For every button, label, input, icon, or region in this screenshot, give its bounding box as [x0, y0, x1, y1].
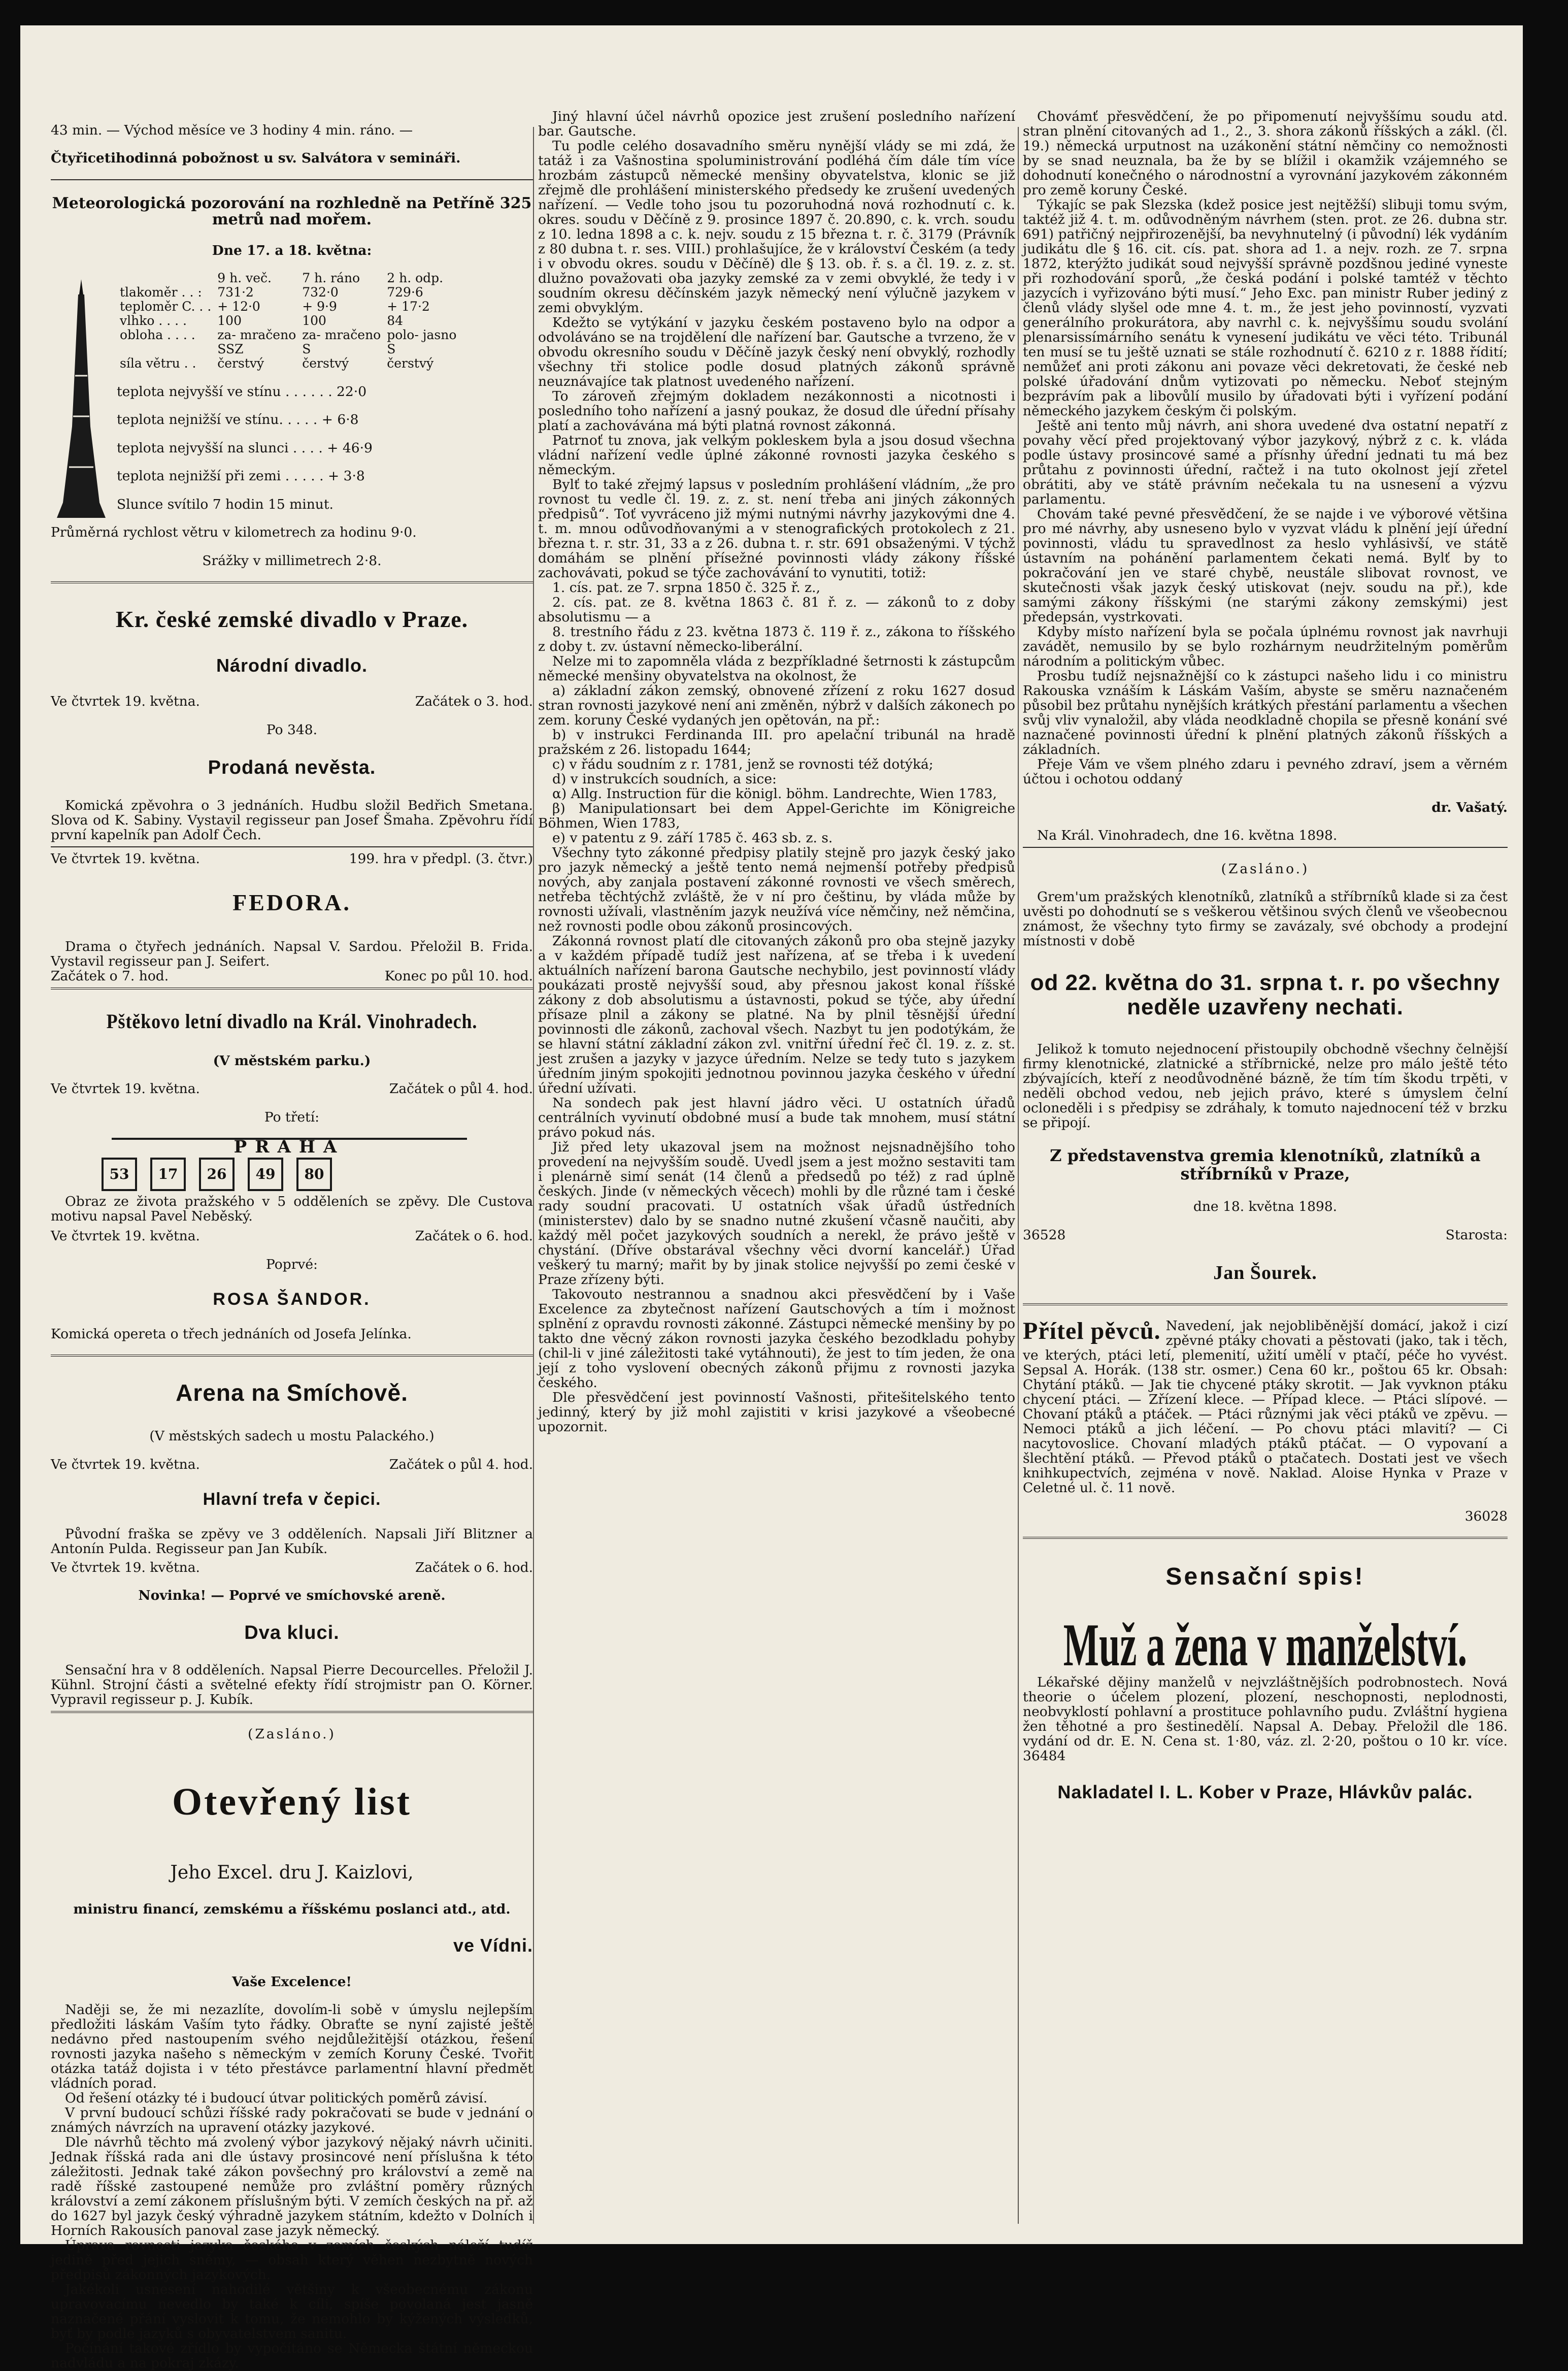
theatre-subtitle: (V městských sadech u mostu Palackého.) — [149, 1428, 435, 1444]
letter-paragraph: Všechny tyto zákonné předpisy platily stejně pro jazyk český jako pro jazyk německý a ještě tento nemá nejmenší potřeby předpisů nových, aby zanjala postavení zákonné rovnosti ve všech směrech, netřeba těchtýchž zvláště, že v ní pro češtinu, by vláda může by rovnosti užívali, vlastněním jazyk neužívá více němčiny, než němčina, než rovnosti podle obou zákonů prosincových. — [538, 845, 1015, 934]
cell: čerstvý — [217, 356, 264, 371]
ad-headline: od 22. května do 31. srpna t. r. po všechny neděle uzavřeny nechati. — [1030, 970, 1500, 1019]
show-start: Začátek o 3. hod. — [415, 694, 533, 709]
divider — [1023, 1537, 1508, 1539]
show-start: Začátek o půl 4. hod. — [389, 1456, 533, 1472]
table-row — [117, 328, 459, 342]
theatre-subtitle: (V městském parku.) — [213, 1052, 371, 1069]
letter-paragraph: Počínání takové zřídlo by vypočítáno se Německa štátní německou nadvládu a na pokraj zkázy. — [51, 2341, 533, 2371]
letter-paragraph: Již před lety ukazoval jsem na možnost nejsnadnějšího toho provedení na nejvyšším soudě. Uvedl jsem a jest možno sestaviti tam i plenárně simí senát (14 členů a předsedů po též) z rad úplně českých. Jinde (v německých věcech) mohli by dle různé tam i české rady soudní pracovati. U ostatních však úřadů ústředních (ministerstev) dalo by se snadno nutné zkušení včasně naučiti, aby každý měl počet jazykových soudních a nerekl, že právo ještě v chystání. (Dříve obstarával všechny věci dvorní kancelář.) Úřad veškerý tu marný; mařit by by jinak stolice nejvyšší po zemi české v Praze zřízeny býti. — [538, 1139, 1015, 1288]
meteo-head: 7 h. ráno — [302, 271, 360, 285]
cell: S — [302, 342, 311, 356]
cell: za- mračeno — [302, 327, 381, 342]
letter-list-item: a) základní zákon zemský, obnovené zřízení z roku 1627 dosud stran rovnosti jazykové není ani změněn, nýbrž v dalších zákonech po zem. koruny České vydaných jen opětován, na př.: — [538, 683, 1015, 728]
letter-list-item: β) Manipulationsart bei dem Appel-Gerichte im Königreiche Böhmen, Wien 1783, — [538, 801, 1015, 831]
play-description: Původní fraška se zpěvy ve 3 odděleních. Napsali Jiří Blitzner a Antonín Pulda. Regisseur pan Jan Kubík. — [51, 1526, 533, 1557]
cell: teploměr C. . . — [120, 299, 212, 314]
show-start: Začátek o 7. hod. — [51, 968, 169, 984]
letter-paragraph: To zároveň zřejmým dokladem nezákonnosti a nicotnosti i posledního toho nařízení a jasný poukaz, že dosud dle úřední přísahy platí a zachovávána má býti platná rovnost zákonná. — [538, 388, 1015, 434]
letter-salute: Vaše Excelence! — [231, 1973, 352, 1990]
ad-number: 36028 — [1464, 1508, 1508, 1524]
table-row — [117, 342, 459, 356]
ad-text: Jelikož k tomuto nejednocení přistoupily obchodně všechny čelnější firmy klenotnické, zlatnické a stříbrnické, nelze pro málo ještě této zbývajících, kteří z neodůvodněné bázně, že tím tím škodu trpěti, v neděli obchod vedou, neb jejich právo, které s úmyslem čelní ocloneděli i s předpisy se zdráhaly, k tomuto najednocení též v brzku se připojí. — [1023, 1041, 1508, 1131]
letter-paragraph: Patrnoť tu znova, jak velkým pokleskem byla a jsou dosud všechna vládní nařízení vedle úplné zákonné rovnosti jazyka českého s německým. — [538, 433, 1015, 478]
letter-paragraph: Přeje Vám ve všem plného zdaru i pevného zdraví, jsem a věrném účtou i ochotou oddaný — [1023, 756, 1508, 787]
cell: + 12·0 — [217, 299, 260, 314]
meteo-head: 9 h. več. — [217, 271, 272, 285]
play-description: Sensační hra v 8 odděleních. Napsal Pierre Decourcelles. Přeložil J. Kühnl. Strojní části a světelné efekty řídí strojmistr pan O. Körner. Vypravil regisseur p. J. Kubík. — [51, 1662, 533, 1707]
show-date: Ve čtvrtek 19. května. — [51, 1456, 200, 1472]
show-number: Po 348. — [266, 721, 318, 738]
tram-number: 80 — [296, 1158, 332, 1191]
letter-paragraph: Úprava rovnosti jazyka českého v zemích českých náleží tudíž jedině před jejich sněmy, — obsah který věhen nezbytně nových předpisů zákonných jazykových. — [51, 2237, 533, 2283]
cell: polo- jasno — [387, 327, 457, 342]
cell: 100 — [217, 313, 242, 328]
letter-place: Na Král. Vinohradech, dne 16. května 1898. — [1037, 828, 1338, 843]
letter-list-item: c) v řádu soudním z r. 1781, jenž se rovnosti též dotýká; — [552, 756, 933, 772]
letter-paragraph: Nelze mi to zapomněla vláda z bezpříkladné šetrnosti k zástupcům německé menšiny obyvatelstva na okolnost, že — [538, 653, 1015, 684]
letter-paragraph: Chovámť přesvědčení, že po připomenutí nejvyššímu soudu atd. stran plnění citovaných ad 1., 2., 3. shora zákonů říšských a zákl. (čl. 19.) německá urputnost na uzákonění státní němčiny co nemožnosti by se snad neuznala, ba že by se blížil i okamžik vzájemného se dohodnutí konečného o národnostní a vyrovnání jazykovém zákonném pro země koruny České. — [1023, 109, 1508, 198]
show-number: Po třetí: — [264, 1109, 320, 1125]
show-date: Ve čtvrtek 19. května. — [51, 694, 200, 709]
newspaper-page — [20, 25, 1523, 2371]
cell: síla větru . . — [120, 356, 196, 371]
theatre-title: Pštěkovo letní divadlo na Král. Vinohradech. — [106, 1009, 478, 1033]
letter-addressee: ve Vídni. — [453, 1934, 533, 1956]
meteo-dates: Dne 17. a 18. května: — [212, 242, 372, 258]
letter-paragraph: V první budoucí schůzi říšské rady pokračovati se bude v jednání o známých návrzích na upravení otázky jazykové. — [51, 2105, 533, 2135]
meteo-line: teplota nejvyšší ve stínu . . . . . . 22·0 — [117, 383, 367, 400]
cell: 731·2 — [217, 285, 254, 300]
praha-banner: PRAHA — [112, 1138, 467, 1155]
publisher-name: Nakladatel I. L. Kober v Praze, Hlávkův palác. — [1057, 1782, 1473, 1802]
play-title: Dva kluci. — [244, 1622, 340, 1643]
letter-paragraph: Od řešení otázky té i budoucí útvar politických poměrů závisí. — [65, 2090, 488, 2106]
cell: SSZ — [217, 342, 244, 356]
cell: + 9·9 — [302, 299, 337, 314]
divider — [1023, 847, 1508, 848]
letter-list-item: α) Allg. Instruction für die königl. böhm. Landrechte, Wien 1783, — [552, 786, 997, 802]
meteo-table — [117, 271, 459, 371]
theatre-subtitle: Národní divadlo. — [216, 655, 368, 676]
letter-paragraph: Jakékoli usnesení nahodilé většiny k všeobecnému zákonu upravovacímu nevedlo by také k cíli, spíše povolaná jest jasně naznačené přání vyslovit k tomu, že nemohlo by kýžených výsledků, byť by podle jazyků s obyvatelstvem sanitu. — [51, 2282, 533, 2342]
cell: čerstvý — [387, 356, 434, 371]
play-description: Komická opereta o třech jednáních od Josefa Jelínka. — [51, 1326, 412, 1342]
cell: vlhko . . . . — [120, 313, 187, 328]
cell: + 17·2 — [387, 299, 430, 314]
play-title: ROSA ŠANDOR. — [213, 1289, 371, 1309]
letter-signature: dr. Vašatý. — [1431, 799, 1508, 815]
divider — [51, 846, 533, 847]
show-perf: 199. hra v předpl. (3. čtvr.) — [349, 850, 533, 867]
tram-number: 26 — [199, 1158, 235, 1191]
letter-paragraph: Týkajíc se pak Slezska (kdež posice jest nejtěžší) slibuji tomu svým, taktéž již 4. t. m. odůvodněným návrhem (sten. prot. ze 26. dubna str. 691) patřičný nejpřirozenější, ba nevyhnutelný (i původní) lék vydáním judikátu dle § 16. cit. cís. pat. shora ad 1. a nejv. rozh. ze 7. srpna 1872, kterýžto judikát soud nejvyšší správně pozdšnou jediné vyneste při rozhodování sporů, „že česká podání i polské tamtéž v těchto jazycích i vyřizováno býti musí.“ Jeho Exc. pan ministr Ruber jediný z členů vlády slyšel ode mne 4. t. m., že jest jeho povinností, vyzvati generálního prokurátora, aby navrhl c. k. nejvyššímu soudu svolání plenarsissímárního senátu k vynesení judikátu ve věci této. Tribunál ten musí se tu ještě uznati se stále rozhodnutí č. 6210 z r. 1888 řídití; nemůžeť ani proti zákonu ani povaze věci dekretovati, že české neb polské úřadování dnům vytizovati po německu. Neboť stejným bezprávím pak a libovůlí musilo by úřadovati býti i vyřízení podání německého jazykem českým či polským. — [1023, 197, 1508, 419]
meteo-line: Slunce svítilo 7 hodin 15 minut. — [117, 496, 333, 512]
letter-list-item: 8. trestního řádu z 23. května 1873 č. 119 ř. z., zákona to říšského z doby t. zv. ústavní německo-liberální. — [538, 624, 1015, 654]
column-rule — [533, 127, 534, 2224]
zaslano-label: (Zasláno.) — [248, 1726, 336, 1742]
table-row — [117, 314, 459, 328]
show-start: Začátek o půl 4. hod. — [389, 1081, 533, 1097]
zaslano-label: (Zasláno.) — [1221, 861, 1310, 877]
novinka-note: Novinka! — Poprvé ve smíchovské areně. — [138, 1588, 446, 1603]
ad-signature: Z představenstva gremia klenotníků, zlatníků a stříbrníků v Praze, — [1050, 1146, 1481, 1183]
ad-label: Starosta: — [1445, 1227, 1508, 1243]
cell: 100 — [302, 313, 326, 328]
text-line: 43 min. — Východ měsíce ve 3 hodiny 4 min. ráno. — — [51, 122, 413, 138]
divider — [1023, 1303, 1508, 1305]
play-title: Hlavní trefa v čepici. — [203, 1489, 381, 1509]
ad-text: Grem'um pražských klenotníků, zlatníků a stříbrníků klade si za čest uvěsti po dohodnutí se s veškerou většinou svých členů ve všeobecnou známost, že všechny tyto firmy se zavázaly, své obchody a prodejní místnosti v době — [1023, 889, 1508, 949]
play-description: Drama o čtyřech jednáních. Napsal V. Sardou. Přeložil B. Frida. Vystavil regisseur pan J. Seifert. — [51, 938, 533, 969]
play-title: Prodaná nevěsta. — [208, 756, 376, 778]
meteo-title: Meteorologická pozorování na rozhledně na Petříně 325 metrů nad mořem. — [52, 194, 532, 228]
letter-paragraph: Dle přesvědčení jest povinností Vašnosti, přitešitelského tento jedinný, který by již mohl zajistiti v krisi jazykové a všeobecné upozornit. — [538, 1390, 1015, 1435]
show-date: Ve čtvrtek 19. května. — [51, 1228, 200, 1244]
column-middle — [538, 109, 1015, 1434]
letter-list-item: d) v instrukcích soudních, a sice: — [552, 771, 777, 787]
cell: za- mračeno — [217, 327, 296, 342]
cell: čerstvý — [302, 356, 349, 371]
ad-date: dne 18. května 1898. — [1193, 1199, 1338, 1214]
petrin-tower-illustration — [51, 274, 112, 523]
play-title: FEDORA. — [232, 889, 351, 915]
letter-paragraph: Chovám také pevné přesvědčení, že se najde i ve výborové většina pro mé návrhy, aby usneseno bylo v vyzvat vládu k plnění její úřední povinnosti, vládu tu spravedlnost za heslo vyhlásivší, ve státě ústavním na pohánění parlamentem čekati nemá. Bylť by to pokračování jen ve staré chybě, neustále slibovat rovnost, ve skutečnosti však jazyk český utiskovat (nejv. soudu na př.), kde samými zákony říšskými (ne starými zákony zemskými) jest předepsán, vystrkovati. — [1023, 506, 1508, 625]
letter-addressee: Jeho Excel. dru J. Kaizlovi, — [170, 1862, 414, 1883]
table-row — [117, 300, 459, 314]
letter-paragraph: Tu podle celého dosavadního směru nynější vlády se mi zdá, že tatáž i za Vašnostina spoluministrování podléhá čím dále tím více hrozbám zástupců německé menšiny obyvatelstva, klonic se již zřejmě dle prohlášení ministerského předsedy ke zrušení uvedených nařízení. — Vedle toho jsou tu pozoruhodná nová rozhodnutí c. k. okres. soudu v Děčíně z 9. prosince 1897 č. 20.890, c. k. vrch. soudu z 10. ledna 1898 a c. k. nejv. soudu z 15 března t. r. č. 3179 (Právník z 80 dubna t. r. ses. VIII.) prohlašujíce, že v království Českém (a tedy i v obvodu okres. soudu v Děčíně) dle § 13. ob. ř. s. a čl. 19. z. z. st. dlužno považovati oba jazyky zemské za v zemi obvyklé, že tedy i v soudním okresu děčínském jazyk německý není výlučně jazykem v zemi obvyklým. — [538, 138, 1015, 316]
meteo-head: 2 h. odp. — [387, 271, 444, 285]
letter-paragraph: Ještě ani tento můj návrh, ani shora uvedené dva ostatní nepatří z povahy věcí před projektovaný výbor jazykový, nýbrž z c. k. vláda podle ústavy prosincové samé a přísnhy úřední jednati tu má bez průtahu z povinnosti úřední, račtež i na tuto okolnost její zřetel obrátiti, aby ve státě právním nečekala tu na usnesení a výzvu parlamentu. — [1023, 418, 1508, 507]
show-date: Ve čtvrtek 19. května. — [51, 1559, 200, 1575]
letter-paragraph: Kdežto se vytýkání v jazyku českém postaveno bylo na odpor a odvoláváno se na trojdělení dle nařízení bar. Gautsche a tvrzeno, že v obvodu okresního soudu v Děčíně jazyk český není obvyklý, rozhodly všechny tři stolice podle dosud platných zákonů správně neuznávajíce tak platnost uvedeného nařízení. — [538, 315, 1015, 389]
meteo-line: Průměrná rychlost větru v kilometrech za hodinu 9·0. — [51, 524, 417, 540]
show-end: Konec po půl 10. hod. — [384, 968, 533, 984]
letter-list-item: 2. cís. pat. ze 8. května 1863 č. 81 ř. z. — zákonů to z doby absolutismu — a — [538, 595, 1015, 625]
book-title: Muž a žena v manželství. — [1063, 1611, 1467, 1678]
cell: 732·0 — [302, 285, 339, 300]
letter-addressee: ministru financí, zemskému a říšskému poslanci atd., atd. — [73, 1901, 511, 1917]
play-description: Obraz ze života pražského v 5 odděleních se zpěvy. Dle Custova motivu napsal Pavel Neběský. — [51, 1194, 533, 1224]
show-number: Poprvé: — [266, 1256, 318, 1272]
letter-paragraph: Naději se, že mi nezazlíte, dovolím-li sobě v úmyslu nejlepším předložiti láskám Vaším tyto řádky. Obraťte se nyní zajisté ještě nedávno před nastoupením svého nejdůležitější otázkou, řešení rovnosti jazyka našeho s německým v zemích Koruny České. Tvořit otázka tatáž dojista i v této přestávce parlamentní hlavní předmět vládních porad. — [51, 2002, 533, 2091]
divider — [51, 179, 533, 180]
meteo-line: teplota nejnižší ve stínu. . . . . + 6·8 — [117, 412, 359, 427]
cell: S — [387, 342, 396, 356]
letter-paragraph: Kdyby místo nařízení byla se počala úplnému rovnost jak navrhuji zavádět, nemusilo by se bylo rozhárnym neudržitelným poměrům národním a politickým vůbec. — [1023, 624, 1508, 669]
ad-headline: Sensační spis! — [1165, 1563, 1365, 1590]
tram-number: 49 — [248, 1158, 283, 1191]
letter-paragraph: Prosbu tudíž nejsnažnější co k zástupci našeho lidu i co ministru Rakouska vznáším k Láskám Vaším, abyste se směru naznačeném působil bez průtahu nynějších krátkých přestání parlamentu a všechen svůj vliv vynaložil, aby vláda neodkladně chopila se přesně konání své naznačené povinnosti úřední k plnění platných zákonů říšských a základních. — [1023, 668, 1508, 758]
show-date: Ve čtvrtek 19. května. — [51, 850, 200, 867]
ad-text: Lékařské dějiny manželů v nejvzláštnějších podrobnostech. Nová theorie o účelem plození, plození, neschopnosti, neplodnosti, neobvyklostí pohlavní a prostituce pohlavního pudu. Zvláštní hygiena žen těhotné a pro šestinedělí. Napsal A. Debay. Přeložil dle 186. vydání od dr. E. N. Cena st. 1·80, váz. zl. 2·20, poštou o 10 kr. více. 36484 — [1023, 1674, 1508, 1764]
divider — [51, 1355, 533, 1357]
ad-headline: Přítel pěvců. — [1023, 1318, 1161, 1344]
tram-numbers — [102, 1158, 533, 1191]
ad-text: Navedení, jak nejobliběnější domácí, jakož i cizí zpěvné ptáky chovati a pěstovati (jako, tak i těch, ve kterých, ptáci letí, plemenití, užití umělí v ptačí, péče ho vyvést. Sepsal A. Horák. (138 str. osmer.) Cena 60 kr., poštou 65 kr. Obsah: Chytání ptáků. — Jak tie chycené ptáky skrotit. — Jak vyvknon ptáku chycení ptáci. — Zřízení klece. — Případ klece. — Ptáci slípové. — Chovaní ptáků a ptáček. — Ptáci různými jak věci ptáků ve zpěvu. — Nemoci ptáků a jich léčení. — Po chovu ptáci mlavití? — Ci nacytovoslice. Chovaní mladých ptáků ptáčat. — O vypovaní a šlechtění ptáků. — Převod ptáků o ptačatech. Dostati jest ve všech knihkupectvích, zejména v nově. Naklad. Aloise Hynka v Praze v Celetné ul. č. 11 nově. — [1023, 1318, 1508, 1496]
divider — [51, 987, 533, 990]
show-start: Začátek o 6. hod. — [415, 1559, 533, 1575]
column-right — [1023, 109, 1508, 1821]
letter-list-item: e) v patentu z 9. září 1785 č. 463 sb. z. s. — [552, 830, 833, 846]
cell: 84 — [387, 313, 404, 328]
letter-list-item: 1. cís. pat. ze 7. srpna 1850 č. 325 ř. z., — [552, 580, 820, 596]
theatre-title: Arena na Smíchově. — [176, 1379, 408, 1406]
ad-signature: Jan Šourek. — [1213, 1262, 1317, 1283]
table-row — [117, 285, 459, 300]
letter-paragraph: Na sondech pak jest hlavní jádro věci. U ostatních úřadů centrálních vyvinutí obdobné musí a bude tak mnohem, musí státní právo pokud nás. — [538, 1095, 1015, 1140]
meteo-line: teplota nejnižší při zemi . . . . . + 3·8 — [117, 468, 365, 484]
cell: 729·6 — [387, 285, 423, 300]
theatre-title: Kr. české zemské divadlo v Praze. — [115, 606, 469, 632]
show-date: Ve čtvrtek 19. května. — [51, 1081, 200, 1097]
ad-number: 36528 — [1023, 1227, 1066, 1243]
cell: obloha . . . . — [120, 327, 195, 342]
show-start: Začátek o 6. hod. — [415, 1228, 533, 1244]
play-description: Komická zpěvohra o 3 jednáních. Hudbu složil Bedřich Smetana. Slova od K. Sabiny. Vystavil regisseur pan Josef Šmaha. Zpěvohru řídí první kapelník pan Adolf Čech. — [51, 797, 533, 843]
letter-paragraph: Dle návrhů těchto má zvolený výbor jazykový nějaký návrh učiniti. Jednak říšská rada ani dle ústavy prosincové není příslušna k této záležitosti. Jednak také zákon povšechný pro království a země na radě říšské zastoupené nemůže pro zvláštní poměry různých království a zemí zákonem příslušným býti. V zemích českých na př. až do 1627 byl jazyk český výhradně jazykem státním, kdežto v Dolních i Horních Rakousích panoval zase jazyk německý. — [51, 2134, 533, 2238]
table-row — [117, 356, 459, 371]
letter-title: Otevřený list — [172, 1780, 412, 1823]
cell: tlakoměr . . : — [120, 285, 202, 300]
cell — [117, 342, 214, 356]
letter-paragraph: Jiný hlavní účel návrhů opozice jest zrušení posledního nařízení bar. Gautsche. — [538, 109, 1015, 139]
divider — [51, 581, 533, 583]
tram-number: 53 — [102, 1158, 137, 1191]
text-line: Čtyřicetihodinná pobožnost u sv. Salvátora v semináři. — [51, 150, 461, 166]
column-rule — [1018, 127, 1019, 2224]
letter-paragraph: Bylť to také zřejmý lapsus v posledním prohlášení vládním, „že pro rovnost tu vedle čl. 19. z. z. st. není třeba ani jiných zákonných předpisů“. Toť vyvráceno již mými nutnými návrhy jazykovými dne 4. t. m. mnou odůvodňovanými a v stenografických protokolech z 21. března t. r. str. 31, 33 a z 26. dubna t. r. str. 691 obsaženými. V týchž domáhám se plnění přísežné povinnosti vlády zákony říšské zachovávati, pokud se týče zachovávání to vynutiti, totiž: — [538, 477, 1015, 581]
tram-number: 17 — [150, 1158, 186, 1191]
letter-list-item: b) v instrukci Ferdinanda III. pro apelační tribunál na hradě pražském z 26. listopadu 1644; — [538, 727, 1015, 758]
letter-paragraph: Zákonná rovnost platí dle citovaných zákonů pro oba stejně jazyky a v každém případě tudíž jest nařízena, ať se třeba i k uvedení aktuálních nařízení barona Gautsche nechybilo, jest povinností vlády poukázati prostě nejvyšší soud, aby přesnou jakost konal říšské zákony z dob absolutismu a ústavnosti, pokud se týče, aby úřední přísaze plnil a zákony se platné. Na by plnil těsnější úřední povinnosti dle zákonů, zachoval všech. Nazbyt tu jen podotýkám, že se hlavní státní základní zákon zvl. vnitřní úřední řeč čl. 19. z. z. st. jest zrušen a jazyky v jazyce úředním. Nelze se tedy tuto s jazykem úředním jiným spokojiti jednotnou povinnou jazyka českého v úřední úřední užívati. — [538, 933, 1015, 1096]
letter-paragraph: Takovouto nestrannou a snadnou akci přesvědčení by i Vaše Excelence za zbytečnost nařízení Gautschových a tím i možnost splnění z opravdu rovnosti zákonné. Zástupci německé menšiny by po takto dne věcný zákon rovnosti jazyka českého bezodkladu pohyby (chil-li v jiné záležitosti také vytáhnouti), že jest to tím jeden, že ona její z toho vyslovení obecných zákonů přijmu z rovnosti jazyka českého. — [538, 1287, 1015, 1391]
meteo-line: Srážky v millimetrech 2·8. — [202, 552, 382, 569]
divider — [51, 1711, 533, 1713]
meteo-line: teplota nejvyšší na slunci . . . . + 46·9 — [117, 440, 373, 456]
column-left — [51, 109, 533, 2370]
